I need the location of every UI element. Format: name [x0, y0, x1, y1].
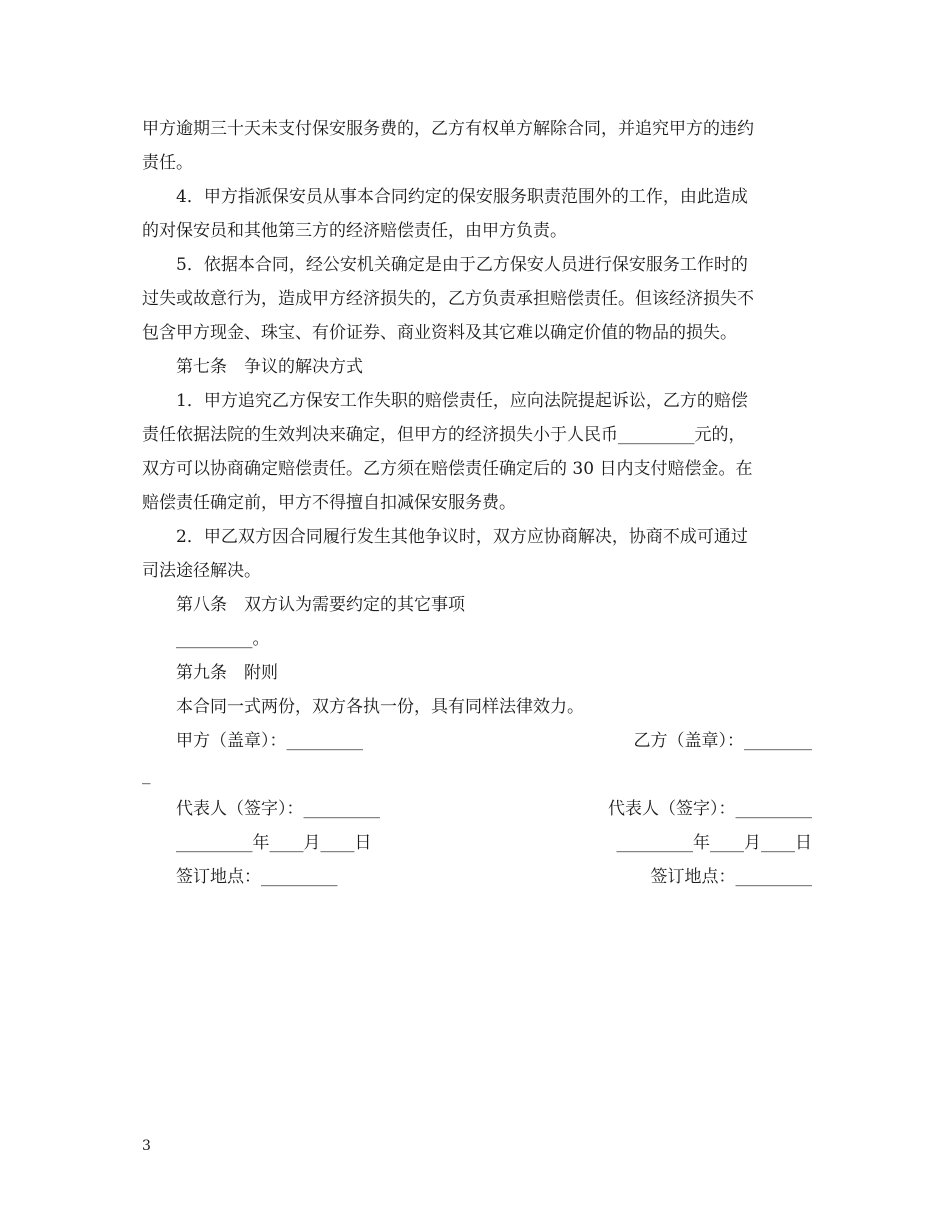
paragraph-line: 甲方逾期三十天未支付保安服务费的，乙方有权单方解除合同，并追究甲方的违约 — [142, 119, 754, 139]
clause-5-line-2: 过失或故意行为，造成甲方经济损失的，乙方负责承担赔偿责任。但该经济损失不 — [142, 289, 754, 309]
clause-5-line-1: 5．依据本合同，经公安机关确定是由于乙方保安人员进行保安服务工作时的 — [176, 255, 748, 275]
party-b-seal: 乙方（盖章）：________ — [633, 731, 812, 751]
party-a-place: 签订地点：_________ — [176, 867, 338, 887]
article-7-clause-1-line-3: 双方可以协商确定赔偿责任。乙方须在赔偿责任确定后的 30 日内支付赔偿金。在 — [142, 459, 753, 479]
article-8-heading: 第八条 双方认为需要约定的其它事项 — [176, 595, 465, 615]
page-number: 3 — [142, 1138, 151, 1154]
party-a-seal: 甲方（盖章）：_________ — [176, 731, 363, 751]
clause-4-line-2: 的对保安员和其他第三方的经济赔偿责任，由甲方负责。 — [142, 221, 567, 241]
date-row — [142, 826, 812, 860]
clause-4-line-1: 4．甲方指派保安员从事本合同约定的保安服务职责范围外的工作，由此造成 — [176, 187, 748, 207]
representative-row — [142, 792, 812, 826]
seal-row — [142, 724, 812, 758]
party-a-date: _________年____月____日 — [176, 833, 372, 853]
paragraph-line: 责任。 — [142, 153, 193, 173]
article-7-heading: 第七条 争议的解决方式 — [176, 357, 363, 377]
party-b-place: 签订地点：_________ — [650, 867, 812, 887]
article-7-clause-1-line-1: 1．甲方追究乙方保安工作失职的赔偿责任，应向法院提起诉讼，乙方的赔偿 — [176, 391, 748, 411]
article-9-heading: 第九条 附则 — [176, 663, 278, 683]
contract-body — [142, 112, 812, 894]
article-7-clause-2-line-1: 2．甲乙双方因合同履行发生其他争议时，双方应协商解决，协商不成可通过 — [176, 527, 748, 547]
party-b-date: _________年____月____日 — [616, 833, 812, 853]
article-8-blank: _________。 — [176, 629, 270, 649]
clause-5-line-3: 包含甲方现金、珠宝、有价证券、商业资料及其它难以确定价值的物品的损失。 — [142, 323, 737, 343]
article-7-clause-1-line-4: 赔偿责任确定前，甲方不得擅自扣减保安服务费。 — [142, 493, 516, 513]
article-7-clause-2-line-2: 司法途径解决。 — [142, 561, 261, 581]
seal-continuation: _ — [142, 765, 151, 785]
place-row — [142, 860, 812, 894]
party-b-representative: 代表人（签字）：_________ — [608, 799, 812, 819]
article-9-text: 本合同一式两份，双方各执一份，具有同样法律效力。 — [176, 697, 584, 717]
party-a-representative: 代表人（签字）：_________ — [176, 799, 380, 819]
article-7-clause-1-line-2: 责任依据法院的生效判决来确定，但甲方的经济损失小于人民币_________元的， — [142, 425, 746, 445]
